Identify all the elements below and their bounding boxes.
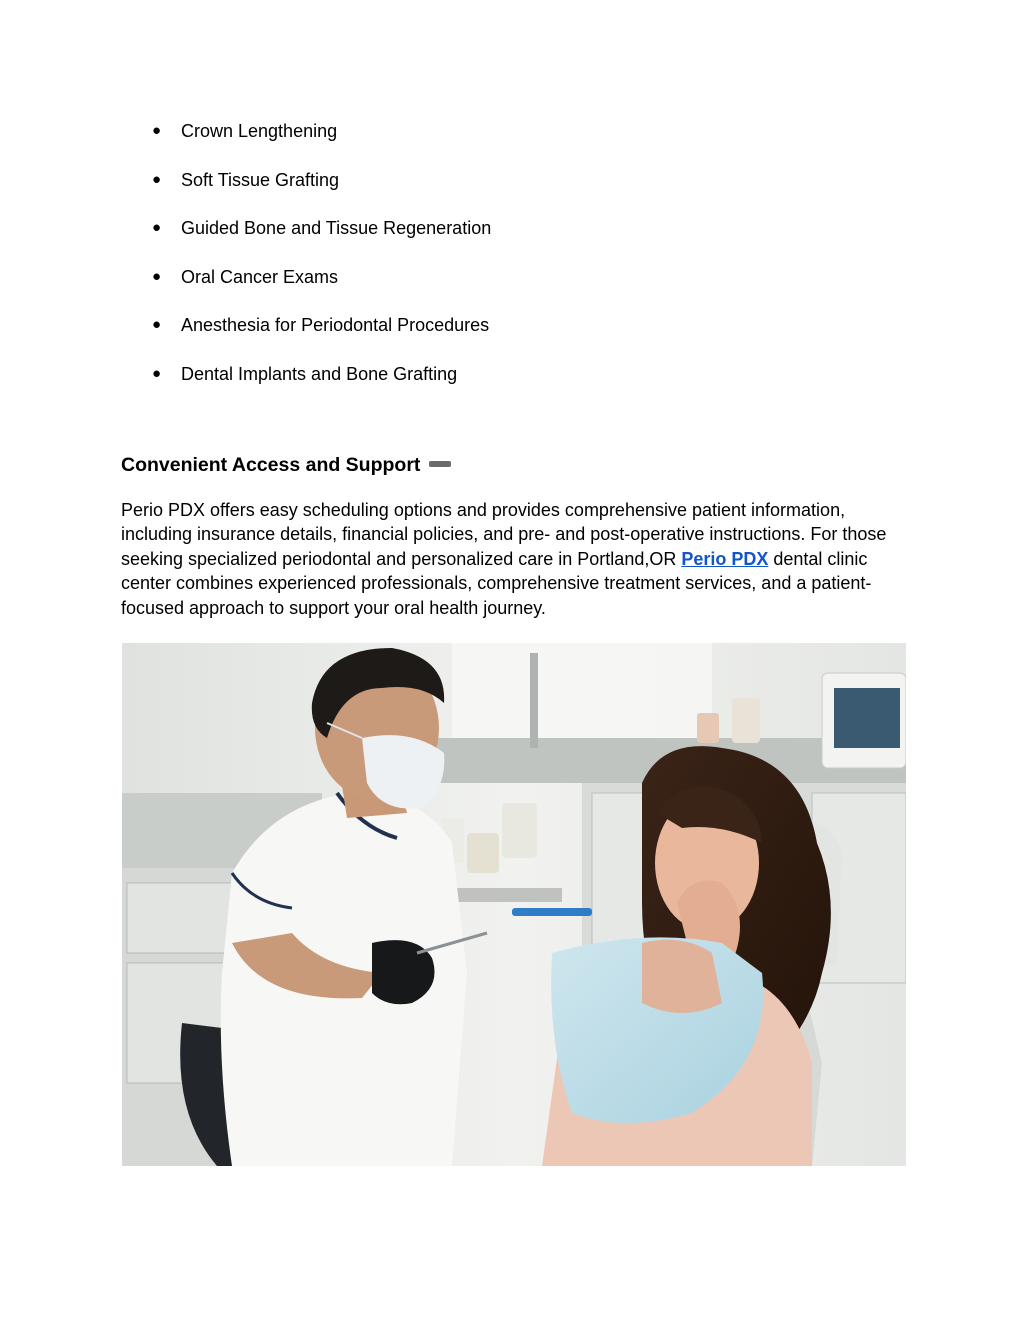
photo-illustration — [122, 643, 906, 1166]
bullet-icon: ● — [152, 122, 162, 139]
list-item — [152, 217, 852, 266]
dentist-patient-photo — [122, 643, 906, 1166]
bullet-icon: ● — [152, 364, 162, 382]
perio-pdx-link[interactable]: Perio PDX — [681, 548, 769, 569]
paragraph-text-after-link: dental clinic center combines experienced professionals, comprehensive treatment services, and a patient-focused approach to support your oral health journey. — [121, 548, 872, 618]
horizontal-bar-icon — [429, 461, 451, 467]
paragraph-text-before-link: Perio PDX offers easy scheduling options and provides comprehensive patient information, including insurance details, financial policies, and pre- and post-operative instructions. For those seeking specialized periodontal and personalized care in Portland,OR — [121, 500, 887, 569]
list-item — [152, 169, 852, 218]
section-heading-text: Convenient Access and Support — [121, 454, 421, 476]
body-paragraph — [121, 498, 921, 620]
list-item — [152, 363, 852, 412]
list-item-label: Guided Bone and Tissue Regeneration — [181, 218, 492, 239]
bullet-icon: ● — [152, 170, 162, 188]
list-item-label: Crown Lengthening — [181, 121, 338, 141]
section-heading — [121, 453, 451, 477]
list-item — [152, 314, 852, 363]
bullet-icon: ● — [152, 267, 162, 285]
list-item — [152, 266, 852, 315]
list-item — [152, 120, 852, 169]
list-item-label: Oral Cancer Exams — [181, 266, 339, 287]
list-item-label: Dental Implants and Bone Grafting — [181, 363, 458, 384]
bullet-icon: ● — [152, 316, 162, 334]
list-item-label: Soft Tissue Grafting — [181, 169, 340, 190]
services-list — [152, 120, 852, 412]
list-item-label: Anesthesia for Periodontal Procedures — [181, 315, 490, 336]
bullet-icon: ● — [152, 219, 162, 237]
